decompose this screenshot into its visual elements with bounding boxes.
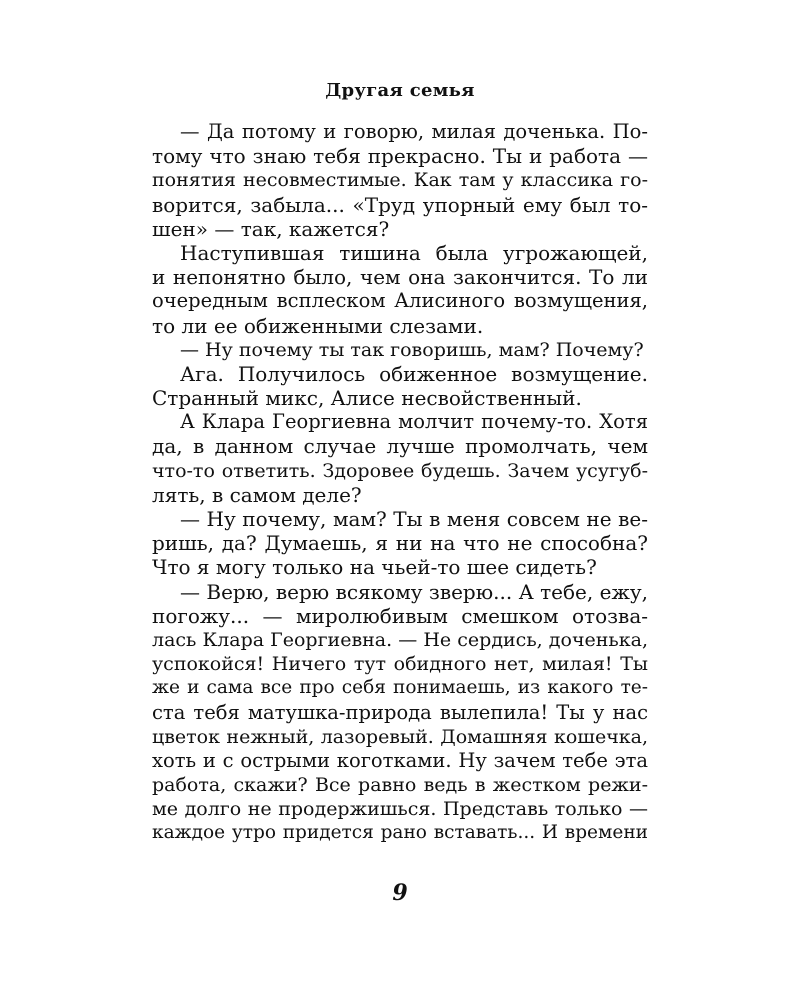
page-number: 9 bbox=[392, 880, 408, 906]
text-line: Что я могу только на чьей-то шее сидеть? bbox=[152, 555, 597, 580]
text-line: — Верю, верю всякому зверю... А тебе, ежу, bbox=[180, 579, 648, 604]
text-line: погожу... — миролюбивым смешком отозва- bbox=[152, 603, 648, 628]
text-line: шен» — так, кажется? bbox=[152, 216, 390, 241]
text-line: понятия несовместимые. Как там у классика го- bbox=[152, 169, 648, 192]
text-line: ришь, да? Думаешь, я ни на что не способна? bbox=[152, 531, 648, 556]
text-line: Ага. Получилось обиженное возмущение. bbox=[180, 361, 648, 386]
text-line: каждое утро придется рано вставать... И времени bbox=[152, 822, 648, 844]
text-line: очередным всплеском Алисиного возмущения, bbox=[152, 289, 648, 313]
running-header: Другая семья bbox=[325, 80, 475, 101]
text-line: лась Клара Георгиевна. — Не сердись, доченька, bbox=[152, 628, 648, 651]
text-line: же и сама все про себя понимаешь, из какого те- bbox=[152, 677, 648, 699]
text-line: ста тебя матушка-природа вылепила! Ты у нас bbox=[152, 700, 648, 724]
text-line: ме долго не продержишься. Представь только — bbox=[152, 798, 648, 821]
text-line: Странный микс, Алисе несвойственный. bbox=[152, 386, 582, 411]
text-line: и непонятно было, чем она закончится. То ли bbox=[152, 265, 648, 290]
text-line: — Да потому и говорю, милая доченька. По- bbox=[180, 120, 648, 143]
text-line: успокойся! Ничего тут обидного нет, милая! Ты bbox=[152, 653, 648, 676]
text-line: — Ну почему ты так говоришь, мам? Почему? bbox=[180, 338, 644, 361]
text-line: лять, в самом деле? bbox=[152, 482, 362, 507]
text-line: что-то ответить. Здоровее будешь. Зачем усугуб- bbox=[152, 459, 648, 482]
text-line: хоть и с острыми коготками. Ну зачем тебе эта bbox=[152, 748, 648, 772]
text-line: работа, скажи? Все равно ведь в жестком режи- bbox=[152, 774, 648, 797]
text-line: тому что знаю тебя прекрасно. Ты и работа — bbox=[152, 144, 648, 169]
text-line: цветок нежный, лазоревый. Домашняя кошечка, bbox=[152, 725, 648, 748]
text-line: Наступившая тишина была угрожающей, bbox=[180, 240, 648, 265]
text-line: А Клара Георгиевна молчит почему-то. Хотя bbox=[180, 410, 648, 434]
text-line: то ли ее обиженными слезами. bbox=[152, 313, 484, 338]
text-line: ворится, забыла... «Труд упорный ему был то- bbox=[152, 192, 648, 217]
body-text bbox=[152, 120, 648, 846]
text-line: да, в данном случае лучше промолчать, чем bbox=[152, 434, 648, 459]
text-line: — Ну почему, мам? Ты в меня совсем не ве- bbox=[180, 507, 648, 531]
